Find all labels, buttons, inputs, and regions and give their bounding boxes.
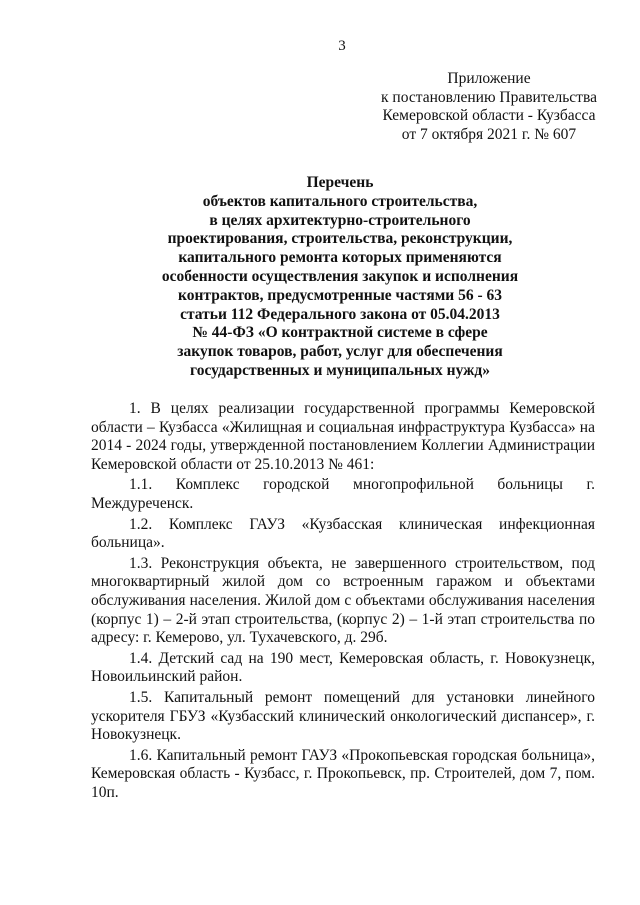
paragraph-item-1-6: 1.6. Капитальный ремонт ГАУЗ «Прокопьевская городская больница», Кемеровская область - Кузбасс, г. Прокопьевск, пр. Строителей, дом 7, пом. 10п. — [91, 746, 595, 801]
title-line: объектов капитального строительства, — [202, 192, 478, 210]
document-title — [130, 174, 550, 381]
title-line: контрактов, предусмотренные частями 56 - 63 — [178, 286, 502, 304]
paragraph-item-1-5: 1.5. Капитальный ремонт помещений для установки линейного ускорителя ГБУЗ «Кузбасский клинический онкологический диспансер», г. Новокузнецк. — [91, 688, 595, 744]
paragraph-item-1: 1. В целях реализации государственной программы Кемеровской области – Кузбасса «Жилищная и социальная инфраструктура Кузбасса» на 2014 - 2024 годы, утвержденной постановлением Коллегии Администрации Кемеровской области от 25.10.2013 № 461: — [91, 400, 595, 473]
title-line: в целях архитектурно-строительного — [209, 211, 471, 229]
paragraph-item-1-4: 1.4. Детский сад на 190 мест, Кемеровская область, г. Новокузнецк, Новоильинский район. — [91, 649, 595, 686]
title-line: проектирования, строительства, реконструкции, — [167, 230, 513, 248]
appendix-line: от 7 октября 2021 г. № 607 — [401, 125, 577, 143]
appendix-line: Приложение — [447, 70, 531, 87]
page-number: 3 — [338, 38, 346, 54]
title-line: особенности осуществления закупок и исполнения — [161, 267, 519, 285]
title-line: государственных и муниципальных нужд» — [190, 361, 490, 379]
paragraph-item-1-2: 1.2. Комплекс ГАУЗ «Кузбасская клиническая инфекционная больница». — [91, 515, 595, 552]
paragraph-item-1-3: 1.3. Реконструкция объекта, не завершенного строительством, под многоквартирный жилой дом со встроенным гаражом и объектами обслуживания населения. Жилой дом с объектами обслуживания населения (корпус 1) – 2-й этап строительства, (корпус 2) – 1-й этап строительства по адресу: г. Кемерово, ул. Тухачевского, д. 29б. — [91, 554, 595, 647]
paragraph-item-1-1: 1.1. Комплекс городской многопрофильной больницы г. Междуреченск. — [91, 476, 595, 512]
title-line: статьи 112 Федерального закона от 05.04.2013 — [180, 305, 500, 323]
document-body — [91, 400, 595, 804]
appendix-line: Кемеровской области - Кузбасса — [382, 107, 596, 124]
title-line: капитального ремонта которых применяются — [178, 249, 502, 267]
title-line: закупок товаров, работ, услуг для обеспечения — [177, 343, 503, 361]
appendix-block — [362, 70, 616, 144]
title-line: № 44-ФЗ «О контрактной системе в сфере — [192, 324, 488, 342]
title-line: Перечень — [306, 174, 374, 191]
appendix-line: к постановлению Правительства — [381, 88, 597, 106]
